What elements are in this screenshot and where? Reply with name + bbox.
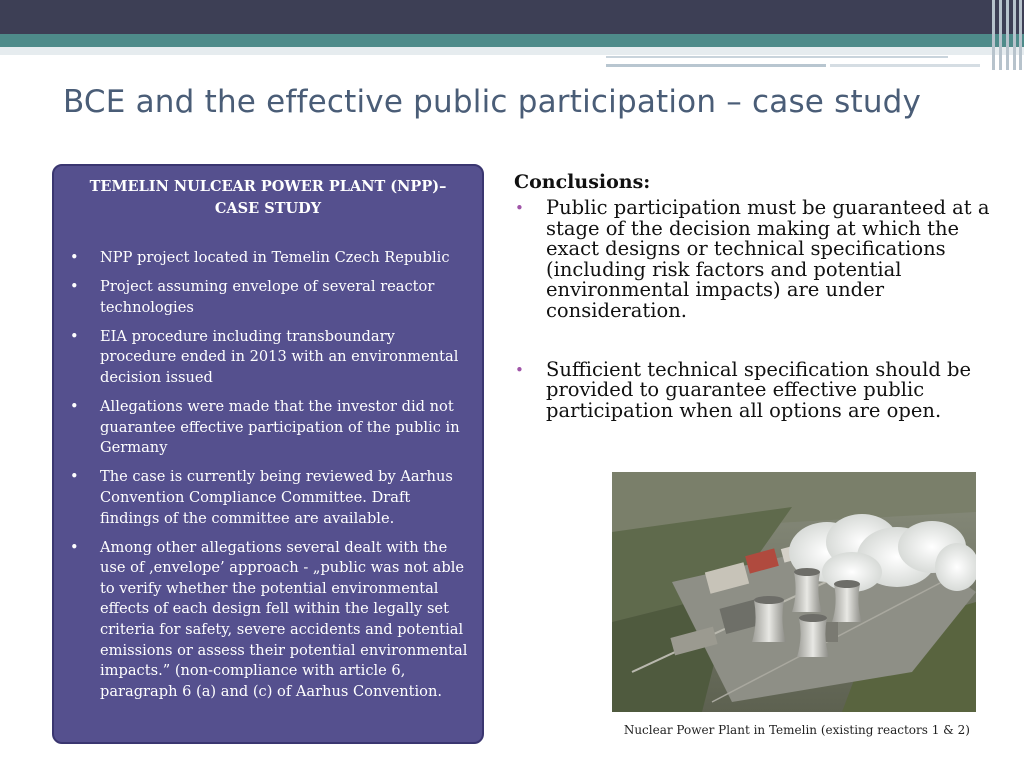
bullet-icon: • xyxy=(515,360,524,379)
case-study-bullet: • Project assuming envelope of several reactor technologies xyxy=(70,278,435,316)
bullet-icon: • xyxy=(70,249,79,266)
header-stripes xyxy=(990,0,1024,70)
bullet-icon: • xyxy=(70,398,79,416)
bullet-icon: • xyxy=(70,278,79,296)
bullet-icon: • xyxy=(515,199,524,217)
case-study-bullet: • Among other allegations several dealt with the use of ‚envelope’ approach - „public was not able to verify whether the potential environmental effects of each design fell within the legally set criteria for safety, severe accidents and potential emissions or assess their potential environmental impacts.” (non-compliance with article 6, paragraph 6 (a) and (c) of Aarhus Convention. xyxy=(70,538,468,700)
case-study-bullet: • NPP project located in Temelin Czech Republic xyxy=(68,248,472,269)
case-study-heading: TEMELIN NULCEAR POWER PLANT (NPP)– CASE STUDY xyxy=(89,178,447,217)
case-study-bullet: • EIA procedure including transboundary procedure ended in 2013 with an environmental decision issued xyxy=(70,327,459,386)
header-band-dark xyxy=(0,0,1024,34)
case-study-bullet: • The case is currently being reviewed by Aarhus Convention Compliance Committee. Draft findings of the committee are available. xyxy=(70,468,453,527)
header-accent-line xyxy=(606,64,826,67)
header-accent-line xyxy=(830,64,980,67)
case-study-bullet: • Allegations were made that the investor did not guarantee effective participation of the public in Germany xyxy=(70,398,460,457)
case-study-panel xyxy=(52,164,484,744)
conclusions-section xyxy=(514,170,994,421)
header-band-light xyxy=(0,47,1024,55)
conclusions-list xyxy=(514,198,994,421)
conclusion-item: • Public participation must be guaranteed at a stage of the decision making at which the exact designs or technical specifications (including risk factors and potential environmental impacts) are under consideration. xyxy=(515,196,990,322)
bullet-icon: • xyxy=(70,468,79,486)
conclusions-heading: Conclusions: xyxy=(514,171,651,193)
conclusion-item: • Sufficient technical specification should be provided to guarantee effective public participation when all options are open. xyxy=(515,357,972,422)
case-study-bullet-list xyxy=(68,248,472,702)
header-accent-line xyxy=(606,56,948,58)
bullet-icon: • xyxy=(70,327,79,345)
photo-caption: Nuclear Power Plant in Temelin (existing reactors 1 & 2) xyxy=(623,723,970,737)
header-band-teal xyxy=(0,34,1024,47)
power-plant-illustration xyxy=(612,472,976,712)
power-plant-photo xyxy=(612,472,976,712)
bullet-icon: • xyxy=(70,538,79,556)
slide-title: BCE and the effective public participation – case study xyxy=(63,84,922,120)
